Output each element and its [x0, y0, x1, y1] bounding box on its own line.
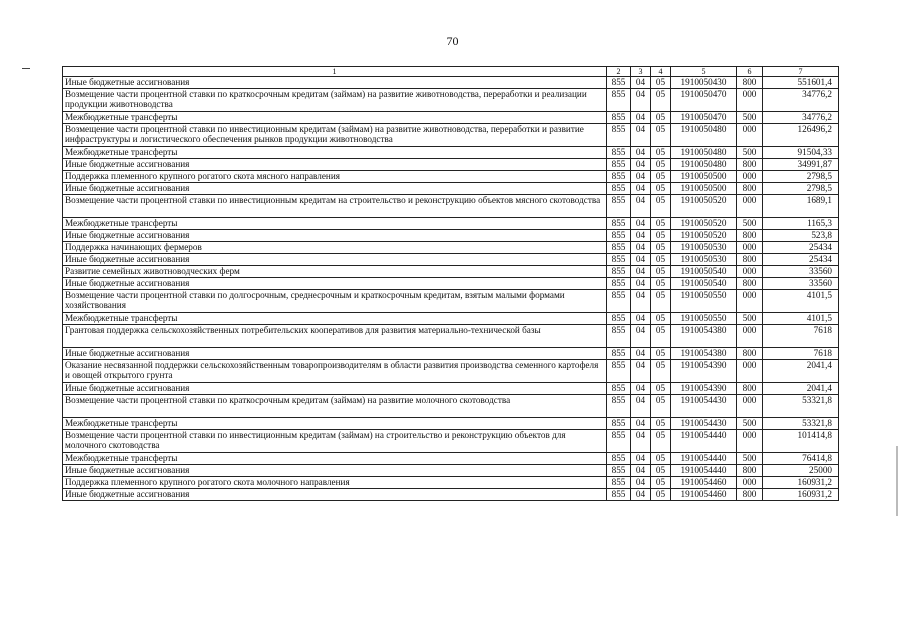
- header-cell: 3: [631, 67, 651, 77]
- item-name-cell: Иные бюджетные ассигнования: [63, 348, 607, 360]
- target-article-cell: 1910054440: [671, 465, 737, 477]
- section-code-cell: 04: [631, 112, 651, 124]
- item-name-cell: Межбюджетные трансферты: [63, 147, 607, 159]
- table-row: [63, 477, 839, 489]
- amount-cell: 25434: [763, 242, 839, 254]
- item-name-cell: Возмещение части процентной ставки по инвестиционным кредитам (займам) на развитие животноводства, переработки и развитие инфраструктуры и логистического обеспечения рынков продукции животноводства: [63, 124, 607, 147]
- amount-cell: 126496,2: [763, 124, 839, 147]
- table-row: [63, 77, 839, 89]
- amount-cell: 53321,8: [763, 418, 839, 430]
- section-code-cell: 04: [631, 266, 651, 278]
- amount-cell: 160931,2: [763, 489, 839, 501]
- target-article-cell: 1910054390: [671, 383, 737, 395]
- section-code-cell: 04: [631, 477, 651, 489]
- target-article-cell: 1910054390: [671, 360, 737, 383]
- item-name-cell: Иные бюджетные ассигнования: [63, 230, 607, 242]
- expense-type-cell: 800: [737, 465, 763, 477]
- ministry-code-cell: 855: [607, 489, 631, 501]
- table-row: [63, 112, 839, 124]
- ministry-code-cell: 855: [607, 477, 631, 489]
- subsection-code-cell: 05: [651, 313, 671, 325]
- target-article-cell: 1910050430: [671, 77, 737, 89]
- subsection-code-cell: 05: [651, 89, 671, 112]
- target-article-cell: 1910050480: [671, 159, 737, 171]
- amount-cell: 2041,4: [763, 360, 839, 383]
- section-code-cell: 04: [631, 395, 651, 418]
- amount-cell: 33560: [763, 278, 839, 290]
- table-row: [63, 489, 839, 501]
- ministry-code-cell: 855: [607, 465, 631, 477]
- table-row: [63, 278, 839, 290]
- item-name-cell: Межбюджетные трансферты: [63, 418, 607, 430]
- ministry-code-cell: 855: [607, 124, 631, 147]
- amount-cell: 7618: [763, 348, 839, 360]
- expense-type-cell: 800: [737, 77, 763, 89]
- subsection-code-cell: 05: [651, 395, 671, 418]
- table-row: [63, 254, 839, 266]
- section-code-cell: 04: [631, 171, 651, 183]
- amount-cell: 1689,1: [763, 195, 839, 218]
- expense-type-cell: 500: [737, 418, 763, 430]
- target-article-cell: 1910050520: [671, 195, 737, 218]
- ministry-code-cell: 855: [607, 147, 631, 159]
- table-row: [63, 348, 839, 360]
- ministry-code-cell: 855: [607, 430, 631, 453]
- target-article-cell: 1910050540: [671, 278, 737, 290]
- amount-cell: 34776,2: [763, 89, 839, 112]
- target-article-cell: 1910054440: [671, 453, 737, 465]
- subsection-code-cell: 05: [651, 147, 671, 159]
- item-name-cell: Возмещение части процентной ставки по инвестиционным кредитам на строительство и реконструкцию объектов мясного скотоводства: [63, 195, 607, 218]
- item-name-cell: Иные бюджетные ассигнования: [63, 465, 607, 477]
- section-code-cell: 04: [631, 430, 651, 453]
- amount-cell: 7618: [763, 325, 839, 348]
- ministry-code-cell: 855: [607, 230, 631, 242]
- page-number: 70: [446, 34, 459, 48]
- ministry-code-cell: 855: [607, 325, 631, 348]
- expense-type-cell: 000: [737, 325, 763, 348]
- section-code-cell: 04: [631, 230, 651, 242]
- header-cell: 6: [737, 67, 763, 77]
- target-article-cell: 1910054430: [671, 395, 737, 418]
- target-article-cell: 1910050530: [671, 254, 737, 266]
- expense-type-cell: 000: [737, 89, 763, 112]
- table-row: [63, 147, 839, 159]
- table-row: [63, 325, 839, 348]
- ministry-code-cell: 855: [607, 278, 631, 290]
- section-code-cell: 04: [631, 183, 651, 195]
- expense-type-cell: 500: [737, 112, 763, 124]
- subsection-code-cell: 05: [651, 418, 671, 430]
- subsection-code-cell: 05: [651, 171, 671, 183]
- target-article-cell: 1910050550: [671, 290, 737, 313]
- section-code-cell: 04: [631, 290, 651, 313]
- expense-type-cell: 800: [737, 159, 763, 171]
- ministry-code-cell: 855: [607, 266, 631, 278]
- amount-cell: 2798,5: [763, 183, 839, 195]
- header-cell: 2: [607, 67, 631, 77]
- amount-cell: 101414,8: [763, 430, 839, 453]
- item-name-cell: Иные бюджетные ассигнования: [63, 278, 607, 290]
- ministry-code-cell: 855: [607, 313, 631, 325]
- expense-type-cell: 000: [737, 430, 763, 453]
- section-code-cell: 04: [631, 77, 651, 89]
- subsection-code-cell: 05: [651, 348, 671, 360]
- expense-type-cell: 800: [737, 489, 763, 501]
- amount-cell: 551601,4: [763, 77, 839, 89]
- expense-type-cell: 000: [737, 360, 763, 383]
- item-name-cell: Иные бюджетные ассигнования: [63, 383, 607, 395]
- item-name-cell: Оказание несвязанной поддержки сельскохозяйственным товаропроизводителям в области развития производства семенного картофеля и овощей открытого грунта: [63, 360, 607, 383]
- section-code-cell: 04: [631, 383, 651, 395]
- ministry-code-cell: 855: [607, 171, 631, 183]
- subsection-code-cell: 05: [651, 266, 671, 278]
- target-article-cell: 1910054460: [671, 477, 737, 489]
- subsection-code-cell: 05: [651, 430, 671, 453]
- scan-mark: [22, 68, 30, 69]
- expense-type-cell: 500: [737, 218, 763, 230]
- item-name-cell: Развитие семейных животноводческих ферм: [63, 266, 607, 278]
- subsection-code-cell: 05: [651, 218, 671, 230]
- target-article-cell: 1910050470: [671, 112, 737, 124]
- expense-type-cell: 000: [737, 124, 763, 147]
- target-article-cell: 1910054430: [671, 418, 737, 430]
- target-article-cell: 1910054380: [671, 325, 737, 348]
- expense-type-cell: 500: [737, 453, 763, 465]
- header-cell: 5: [671, 67, 737, 77]
- item-name-cell: Возмещение части процентной ставки по долгосрочным, среднесрочным и краткосрочным кредитам, взятым малыми формами хозяйствования: [63, 290, 607, 313]
- expense-type-cell: 800: [737, 348, 763, 360]
- header-cell: 1: [63, 67, 607, 77]
- target-article-cell: 1910050480: [671, 124, 737, 147]
- subsection-code-cell: 05: [651, 278, 671, 290]
- ministry-code-cell: 855: [607, 395, 631, 418]
- expense-type-cell: 000: [737, 242, 763, 254]
- item-name-cell: Межбюджетные трансферты: [63, 313, 607, 325]
- table-row: [63, 453, 839, 465]
- item-name-cell: Поддержка начинающих фермеров: [63, 242, 607, 254]
- subsection-code-cell: 05: [651, 383, 671, 395]
- subsection-code-cell: 05: [651, 453, 671, 465]
- item-name-cell: Межбюджетные трансферты: [63, 112, 607, 124]
- subsection-code-cell: 05: [651, 77, 671, 89]
- section-code-cell: 04: [631, 89, 651, 112]
- table-row: [63, 195, 839, 218]
- item-name-cell: Грантовая поддержка сельскохозяйственных потребительских кооперативов для развития материально-технической базы: [63, 325, 607, 348]
- item-name-cell: Межбюджетные трансферты: [63, 218, 607, 230]
- expense-type-cell: 000: [737, 195, 763, 218]
- section-code-cell: 04: [631, 453, 651, 465]
- table-row: [63, 171, 839, 183]
- section-code-cell: 04: [631, 489, 651, 501]
- header-cell: 4: [651, 67, 671, 77]
- target-article-cell: 1910050550: [671, 313, 737, 325]
- target-article-cell: 1910050520: [671, 230, 737, 242]
- ministry-code-cell: 855: [607, 89, 631, 112]
- table-row: [63, 89, 839, 112]
- table-header-row: [63, 67, 839, 77]
- table-row: [63, 313, 839, 325]
- subsection-code-cell: 05: [651, 230, 671, 242]
- target-article-cell: 1910050470: [671, 89, 737, 112]
- expense-type-cell: 000: [737, 477, 763, 489]
- ministry-code-cell: 855: [607, 348, 631, 360]
- ministry-code-cell: 855: [607, 112, 631, 124]
- section-code-cell: 04: [631, 465, 651, 477]
- table-row: [63, 418, 839, 430]
- table-row: [63, 360, 839, 383]
- ministry-code-cell: 855: [607, 183, 631, 195]
- ministry-code-cell: 855: [607, 360, 631, 383]
- expense-type-cell: 000: [737, 290, 763, 313]
- amount-cell: 2798,5: [763, 171, 839, 183]
- target-article-cell: 1910050500: [671, 171, 737, 183]
- table-body: [63, 77, 839, 501]
- item-name-cell: Поддержка племенного крупного рогатого скота молочного направления: [63, 477, 607, 489]
- section-code-cell: 04: [631, 278, 651, 290]
- target-article-cell: 1910054440: [671, 430, 737, 453]
- subsection-code-cell: 05: [651, 124, 671, 147]
- table-row: [63, 266, 839, 278]
- item-name-cell: Поддержка племенного крупного рогатого скота мясного направления: [63, 171, 607, 183]
- amount-cell: 91504,33: [763, 147, 839, 159]
- target-article-cell: 1910050520: [671, 218, 737, 230]
- amount-cell: 76414,8: [763, 453, 839, 465]
- target-article-cell: 1910054460: [671, 489, 737, 501]
- ministry-code-cell: 855: [607, 418, 631, 430]
- section-code-cell: 04: [631, 360, 651, 383]
- amount-cell: 4101,5: [763, 290, 839, 313]
- item-name-cell: Иные бюджетные ассигнования: [63, 254, 607, 266]
- table-row: [63, 430, 839, 453]
- expense-type-cell: 800: [737, 278, 763, 290]
- subsection-code-cell: 05: [651, 183, 671, 195]
- table-row: [63, 124, 839, 147]
- table-row: [63, 465, 839, 477]
- item-name-cell: Иные бюджетные ассигнования: [63, 489, 607, 501]
- amount-cell: 160931,2: [763, 477, 839, 489]
- expense-type-cell: 500: [737, 147, 763, 159]
- table-row: [63, 242, 839, 254]
- ministry-code-cell: 855: [607, 383, 631, 395]
- ministry-code-cell: 855: [607, 453, 631, 465]
- item-name-cell: Иные бюджетные ассигнования: [63, 159, 607, 171]
- section-code-cell: 04: [631, 348, 651, 360]
- table-row: [63, 218, 839, 230]
- scan-shadow: [896, 446, 898, 516]
- expense-type-cell: 800: [737, 383, 763, 395]
- subsection-code-cell: 05: [651, 489, 671, 501]
- expense-type-cell: 000: [737, 171, 763, 183]
- amount-cell: 2041,4: [763, 383, 839, 395]
- ministry-code-cell: 855: [607, 242, 631, 254]
- subsection-code-cell: 05: [651, 477, 671, 489]
- subsection-code-cell: 05: [651, 159, 671, 171]
- subsection-code-cell: 05: [651, 112, 671, 124]
- target-article-cell: 1910050500: [671, 183, 737, 195]
- expense-type-cell: 000: [737, 266, 763, 278]
- subsection-code-cell: 05: [651, 465, 671, 477]
- subsection-code-cell: 05: [651, 254, 671, 266]
- table-row: [63, 230, 839, 242]
- section-code-cell: 04: [631, 195, 651, 218]
- ministry-code-cell: 855: [607, 254, 631, 266]
- ministry-code-cell: 855: [607, 290, 631, 313]
- table-row: [63, 395, 839, 418]
- amount-cell: 25434: [763, 254, 839, 266]
- expense-type-cell: 500: [737, 313, 763, 325]
- section-code-cell: 04: [631, 313, 651, 325]
- expense-type-cell: 800: [737, 183, 763, 195]
- target-article-cell: 1910054380: [671, 348, 737, 360]
- subsection-code-cell: 05: [651, 242, 671, 254]
- ministry-code-cell: 855: [607, 77, 631, 89]
- subsection-code-cell: 05: [651, 195, 671, 218]
- section-code-cell: 04: [631, 325, 651, 348]
- item-name-cell: Иные бюджетные ассигнования: [63, 77, 607, 89]
- section-code-cell: 04: [631, 147, 651, 159]
- item-name-cell: Возмещение части процентной ставки по краткосрочным кредитам (займам) на развитие животноводства, переработки и реализации продукции животноводства: [63, 89, 607, 112]
- item-name-cell: Межбюджетные трансферты: [63, 453, 607, 465]
- amount-cell: 1165,3: [763, 218, 839, 230]
- amount-cell: 34991,87: [763, 159, 839, 171]
- table-row: [63, 290, 839, 313]
- budget-table: [62, 66, 839, 501]
- item-name-cell: Возмещение части процентной ставки по инвестиционным кредитам (займам) на строительство и реконструкцию объектов для молочного скотоводства: [63, 430, 607, 453]
- ministry-code-cell: 855: [607, 195, 631, 218]
- section-code-cell: 04: [631, 159, 651, 171]
- item-name-cell: Возмещение части процентной ставки по краткосрочным кредитам (займам) на развитие молочного скотоводства: [63, 395, 607, 418]
- table-row: [63, 383, 839, 395]
- amount-cell: 53321,8: [763, 395, 839, 418]
- target-article-cell: 1910050530: [671, 242, 737, 254]
- amount-cell: 25000: [763, 465, 839, 477]
- subsection-code-cell: 05: [651, 325, 671, 348]
- amount-cell: 4101,5: [763, 313, 839, 325]
- ministry-code-cell: 855: [607, 159, 631, 171]
- header-cell: 7: [763, 67, 839, 77]
- item-name-cell: Иные бюджетные ассигнования: [63, 183, 607, 195]
- expense-type-cell: 800: [737, 254, 763, 266]
- section-code-cell: 04: [631, 124, 651, 147]
- section-code-cell: 04: [631, 418, 651, 430]
- section-code-cell: 04: [631, 218, 651, 230]
- expense-type-cell: 000: [737, 395, 763, 418]
- subsection-code-cell: 05: [651, 360, 671, 383]
- amount-cell: 523,8: [763, 230, 839, 242]
- table-row: [63, 183, 839, 195]
- table-row: [63, 159, 839, 171]
- target-article-cell: 1910050540: [671, 266, 737, 278]
- expense-type-cell: 800: [737, 230, 763, 242]
- amount-cell: 34776,2: [763, 112, 839, 124]
- ministry-code-cell: 855: [607, 218, 631, 230]
- section-code-cell: 04: [631, 254, 651, 266]
- target-article-cell: 1910050480: [671, 147, 737, 159]
- amount-cell: 33560: [763, 266, 839, 278]
- section-code-cell: 04: [631, 242, 651, 254]
- subsection-code-cell: 05: [651, 290, 671, 313]
